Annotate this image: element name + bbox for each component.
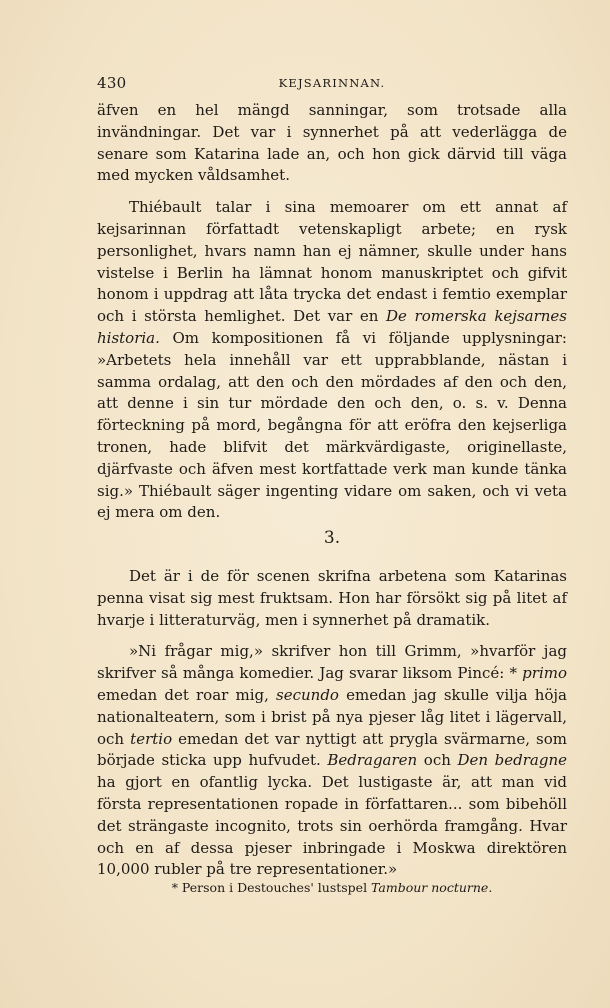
paragraph-2-text-b: Om kompositionen få vi följande upplysningar: »Arbetets hela innehåll var ett upprabblande, nästan i samma ordalag, att den och den mördades af den och den, att denne i sin tur mördade den och den, o. s. v. Denna förteckning på mord, begångna för att eröfra den kejserliga tronen, hade blifvit det märkvärdigaste, originellaste, djärfvaste och äfven mest kortfattade verk man kunde tänka sig.» Thiébault säger ingenting vidare om saken, och vi veta ej mera om den. <box>97 328 567 522</box>
paragraph-2-text-a: Thiébault talar i sina memoarer om ett annat af kejsarinnan författadt vetenskapligt arbete; en rysk personlighet, hvars namn han ej nämner, skulle under hans vistelse i Berlin ha lämnat honom manuskriptet och gifvit honom i uppdrag att låta trycka det endast i femtio exemplar och i största hemlighet. Det var en <box>97 198 567 326</box>
section-paragraph-2-text-b: emedan det roar mig, <box>97 685 277 704</box>
running-title: KEJSARINNAN. <box>278 76 386 90</box>
section-paragraph-2-text-e: och <box>417 751 458 770</box>
page-number: 430 <box>97 74 127 92</box>
bedragaren-italic: Bedragaren <box>327 751 418 770</box>
section-paragraph-2-text-f: ha gjort en ofantlig lycka. Det lustigaste är, att man vid första representationen ropade in författaren... som bibehöll det strängaste incognito, trots sin oerhörda framgång. Hvar och en af dessa pjeser inbringade i Moskwa direktören 10,000 rubler på tre representationer.» <box>97 773 567 879</box>
page-header <box>97 74 567 94</box>
paragraph-2 <box>97 197 567 524</box>
tertio-italic: tertio <box>130 729 173 748</box>
paragraph-1-text: äfven en hel mängd sanningar, som trotsade alla invändningar. Det var i synnerhet på att vederlägga de senare som Katarina lade an, och hon gick därvid till väga med mycken våldsamhet. <box>97 101 567 185</box>
section-paragraph-2-text-a: »Ni frågar mig,» skrifver hon till Grimm, »hvarför jag skrifver så många komedier. Jag svarar liksom Pincé: * <box>97 642 567 683</box>
book-title-italic: De romerska kejsarnes historia. <box>97 307 567 347</box>
den-bedragne-italic: Den bedragne <box>457 751 567 770</box>
primo-italic: primo <box>522 664 567 683</box>
main-text <box>97 100 567 524</box>
footnote-italic: Tambour nocturne. <box>371 880 493 895</box>
section-paragraph-2-text-c: emedan jag skulle vilja höja nationalteatern, som i brist på nya pjeser låg litet i lägervall, och <box>97 685 567 748</box>
section-paragraph-2-text-d: emedan det var nyttigt att prygla svärmarne, som började sticka upp hufvudet. <box>97 729 567 770</box>
section-paragraph-1 <box>97 566 567 631</box>
section-paragraph-1-text: Det är i de för scenen skrifna arbetena som Katarinas penna visat sig mest fruktsam. Hon har försökt sig på litet af hvarje i litteraturväg, men i synnerhet på dramatik. <box>97 567 567 629</box>
section-text <box>97 566 567 881</box>
section-paragraph-2 <box>97 641 567 881</box>
secundo-italic: secundo <box>276 685 339 704</box>
paragraph-1 <box>97 100 567 187</box>
footnote <box>97 879 567 897</box>
section-number: 3. <box>323 528 341 548</box>
footnote-text: * Person i Destouches' lustspel <box>171 880 372 895</box>
